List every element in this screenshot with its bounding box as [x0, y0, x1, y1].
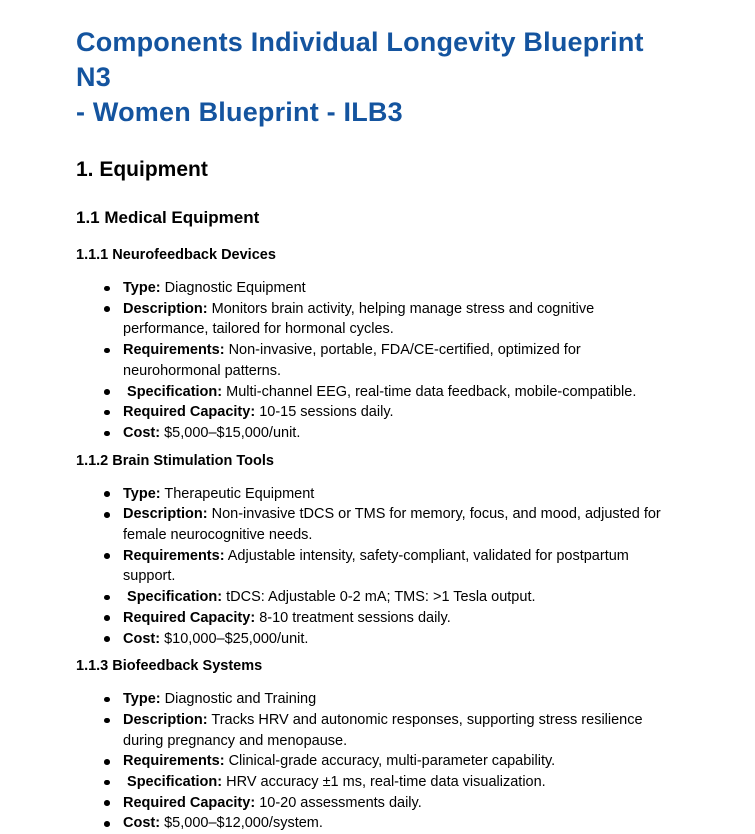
document-title-line-2: - Women Blueprint - ILB3 [76, 97, 403, 127]
list-item [76, 813, 679, 834]
item-text: Adjustable intensity, safety-compliant, validated for postpartum support. [123, 547, 629, 585]
heading-equipment: 1. Equipment [76, 158, 208, 181]
bullet-dot-icon [104, 821, 110, 827]
list-item [76, 772, 679, 793]
item-label: Required Capacity: [123, 404, 256, 421]
item-text: Multi-channel EEG, real-time data feedback, mobile-compatible. [226, 383, 637, 400]
bullet-dot-icon [104, 615, 110, 621]
bullet-dot-icon [104, 759, 110, 765]
item-label: Description: [123, 300, 208, 317]
list-item [76, 608, 679, 629]
list-item [76, 402, 679, 423]
heading-neurofeedback-devices: 1.1.1 Neurofeedback Devices [76, 247, 276, 263]
list-item [76, 793, 679, 814]
item-label: Description: [123, 711, 208, 728]
list-item [76, 629, 679, 650]
item-text: HRV accuracy ±1 ms, real-time data visualization. [226, 774, 546, 791]
item-label: Requirements: [123, 753, 225, 770]
item-text: Diagnostic Equipment [164, 280, 306, 296]
item-text: 10-20 assessments daily. [259, 794, 422, 811]
item-text: 8-10 treatment sessions daily. [259, 609, 451, 626]
item-text: Non-invasive tDCS or TMS for memory, focus, and mood, adjusted for female neurocognitive needs. [123, 506, 661, 544]
heading-biofeedback-systems: 1.1.3 Biofeedback Systems [76, 658, 263, 675]
biofeedback-detail-list [76, 689, 681, 834]
list-item [76, 423, 679, 444]
bullet-dot-icon [104, 800, 110, 806]
item-label: Specification: [123, 774, 223, 791]
item-label: Cost: [123, 630, 161, 647]
bullet-dot-icon [104, 636, 110, 642]
document-title [76, 25, 681, 130]
bullet-dot-icon [104, 389, 110, 395]
item-label: Specification: [123, 383, 223, 400]
bullet-dot-icon [104, 780, 110, 786]
bullet-dot-icon [104, 348, 110, 354]
list-item [76, 504, 679, 545]
bullet-dot-icon [104, 410, 110, 416]
bullet-dot-icon [104, 553, 110, 559]
item-text: Non-invasive, portable, FDA/CE-certified, optimized for neurohormonal patterns. [123, 342, 581, 379]
bullet-dot-icon [104, 718, 110, 724]
list-item [76, 299, 679, 340]
bullet-dot-icon [104, 286, 110, 292]
list-item [76, 340, 679, 381]
neurofeedback-detail-list [76, 278, 681, 444]
item-text: Clinical-grade accuracy, multi-parameter capability. [228, 753, 556, 770]
item-text: Tracks HRV and autonomic responses, supporting stress resilience during pregnancy and menopause. [123, 711, 643, 749]
bullet-dot-icon [104, 491, 110, 497]
list-item [76, 710, 679, 751]
bullet-dot-icon [104, 306, 110, 312]
list-item [76, 587, 679, 608]
bullet-dot-icon [104, 512, 110, 518]
bullet-dot-icon [104, 431, 110, 437]
item-text: $5,000–$12,000/system. [164, 815, 323, 832]
item-label: Specification: [123, 589, 223, 606]
item-label: Cost: [123, 424, 161, 441]
list-item [76, 382, 679, 403]
heading-brain-stimulation-tools: 1.1.2 Brain Stimulation Tools [76, 452, 274, 469]
item-label: Type: [123, 485, 161, 502]
item-label: Required Capacity: [123, 794, 256, 811]
item-label: Requirements: [123, 547, 225, 564]
list-item [76, 484, 679, 505]
item-label: Description: [123, 506, 208, 523]
list-item [76, 278, 679, 299]
list-item [76, 751, 679, 772]
bullet-dot-icon [104, 697, 110, 703]
item-label: Type: [123, 691, 161, 708]
item-text: $5,000–$15,000/unit. [164, 424, 301, 441]
item-label: Required Capacity: [123, 609, 256, 626]
item-text: 10-15 sessions daily. [259, 404, 394, 421]
item-text: $10,000–$25,000/unit. [164, 630, 309, 647]
item-label: Type: [123, 280, 161, 296]
item-text: tDCS: Adjustable 0-2 mA; TMS: >1 Tesla output. [226, 589, 536, 606]
bullet-dot-icon [104, 595, 110, 601]
list-item [76, 546, 679, 587]
item-label: Requirements: [123, 342, 225, 359]
document-title-line-1: Components Individual Longevity Blueprint N3 [76, 27, 644, 92]
item-text: Diagnostic and Training [164, 691, 317, 708]
list-item [76, 689, 679, 710]
item-text: Monitors brain activity, helping manage stress and cognitive performance, tailored for hormonal cycles. [123, 300, 595, 338]
item-text: Therapeutic Equipment [164, 485, 315, 502]
heading-medical-equipment: 1.1 Medical Equipment [76, 208, 260, 227]
brain-stimulation-detail-list [76, 484, 681, 650]
item-label: Cost: [123, 815, 161, 832]
